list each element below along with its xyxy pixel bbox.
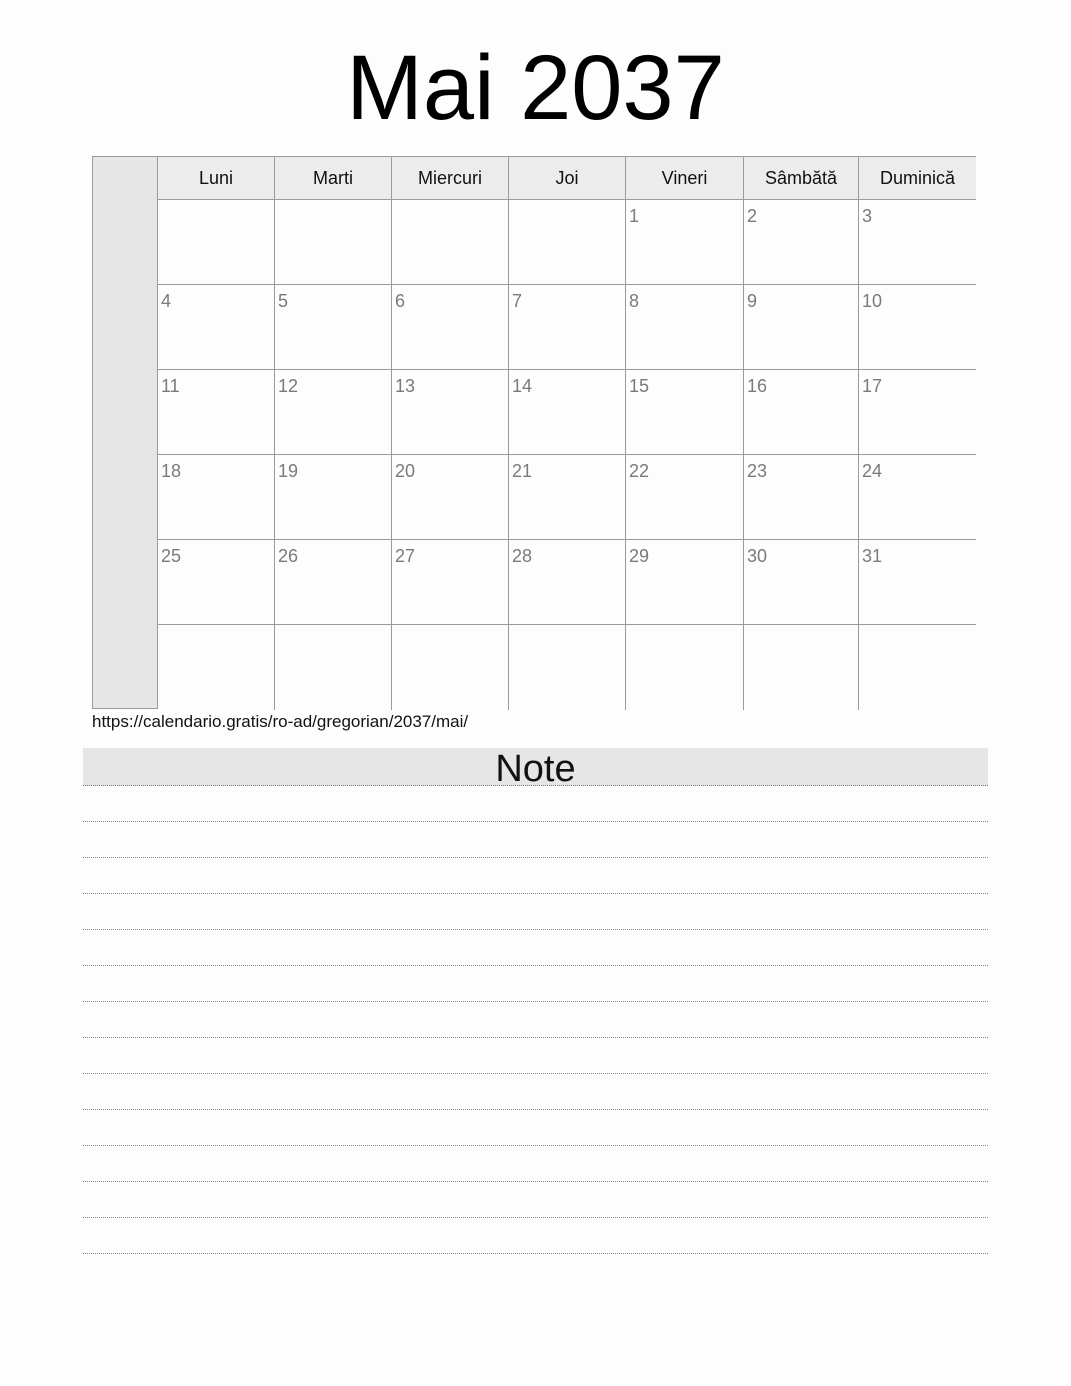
day-cell — [626, 455, 744, 540]
day-number: 30 — [747, 546, 768, 566]
day-cell — [275, 455, 392, 540]
day-number: 14 — [512, 376, 533, 396]
day-cell — [158, 455, 275, 540]
day-number: 29 — [629, 546, 650, 566]
day-cell — [744, 455, 859, 540]
page-title: Mai 2037 — [346, 37, 725, 139]
day-cell — [626, 285, 744, 370]
day-number: 21 — [512, 461, 533, 481]
day-cell — [158, 625, 275, 710]
weekday-header: Marti — [275, 157, 392, 200]
day-number: 6 — [395, 291, 406, 311]
day-cell — [158, 200, 275, 285]
day-cell — [275, 285, 392, 370]
day-number: 28 — [512, 546, 533, 566]
day-number: 2 — [747, 206, 758, 226]
weekday-header: Miercuri — [392, 157, 509, 200]
day-cell — [275, 540, 392, 625]
day-number: 12 — [278, 376, 299, 396]
day-number: 4 — [161, 291, 172, 311]
day-cell — [859, 200, 976, 285]
day-number: 13 — [395, 376, 416, 396]
day-cell — [859, 540, 976, 625]
day-cell — [626, 200, 744, 285]
day-cell — [859, 370, 976, 455]
day-cell — [275, 370, 392, 455]
notes-title: Note — [83, 748, 988, 786]
note-line — [83, 894, 988, 930]
weekday-header: Joi — [509, 157, 626, 200]
day-number: 27 — [395, 546, 416, 566]
day-cell — [626, 370, 744, 455]
day-cell — [744, 285, 859, 370]
day-number: 16 — [747, 376, 768, 396]
day-cell — [392, 625, 509, 710]
note-line — [83, 1110, 988, 1146]
day-cell — [509, 285, 626, 370]
weekday-header: Vineri — [626, 157, 744, 200]
day-cell — [509, 370, 626, 455]
day-cell — [158, 370, 275, 455]
note-line — [83, 858, 988, 894]
day-cell — [392, 285, 509, 370]
note-line — [83, 1002, 988, 1038]
day-cell — [509, 200, 626, 285]
day-cell — [275, 625, 392, 710]
note-line — [83, 930, 988, 966]
note-line — [83, 1182, 988, 1218]
day-number: 15 — [629, 376, 650, 396]
day-cell — [744, 370, 859, 455]
day-number: 26 — [278, 546, 299, 566]
day-cell — [626, 540, 744, 625]
day-number: 20 — [395, 461, 416, 481]
day-number: 9 — [747, 291, 758, 311]
day-number: 8 — [629, 291, 640, 311]
day-number: 3 — [862, 206, 873, 226]
note-line — [83, 822, 988, 858]
day-number: 7 — [512, 291, 523, 311]
day-number: 5 — [278, 291, 289, 311]
day-cell — [275, 200, 392, 285]
weekday-header: Duminică — [859, 157, 976, 200]
weekday-header: Luni — [158, 157, 275, 200]
notes-lines — [83, 786, 988, 1254]
day-number: 17 — [862, 376, 883, 396]
day-cell — [509, 455, 626, 540]
day-number: 10 — [862, 291, 883, 311]
calendar-days — [158, 157, 975, 708]
note-line — [83, 966, 988, 1002]
day-number: 11 — [161, 376, 180, 396]
day-cell — [859, 625, 976, 710]
note-line — [83, 1038, 988, 1074]
day-cell — [744, 200, 859, 285]
day-cell — [392, 370, 509, 455]
source-url: https://calendario.gratis/ro-ad/gregorian/2037/mai/ — [92, 712, 469, 731]
week-number-column — [93, 157, 158, 708]
day-cell — [392, 200, 509, 285]
weekday-header: Sâmbătă — [744, 157, 859, 200]
notes-section — [83, 748, 988, 1254]
day-cell — [744, 540, 859, 625]
day-cell — [509, 540, 626, 625]
note-line — [83, 1146, 988, 1182]
day-cell — [859, 285, 976, 370]
note-line — [83, 1074, 988, 1110]
day-cell — [859, 455, 976, 540]
day-number: 31 — [862, 546, 883, 566]
day-number: 25 — [161, 546, 182, 566]
note-line — [83, 1218, 988, 1254]
day-cell — [392, 540, 509, 625]
day-number: 23 — [747, 461, 768, 481]
day-number: 18 — [161, 461, 182, 481]
day-cell — [392, 455, 509, 540]
day-cell — [744, 625, 859, 710]
day-number: 24 — [862, 461, 883, 481]
day-cell — [158, 285, 275, 370]
note-line — [83, 786, 988, 822]
calendar-grid — [92, 156, 976, 709]
day-number: 1 — [629, 206, 640, 226]
day-number: 22 — [629, 461, 650, 481]
day-number: 19 — [278, 461, 299, 481]
day-cell — [509, 625, 626, 710]
day-cell — [626, 625, 744, 710]
day-cell — [158, 540, 275, 625]
